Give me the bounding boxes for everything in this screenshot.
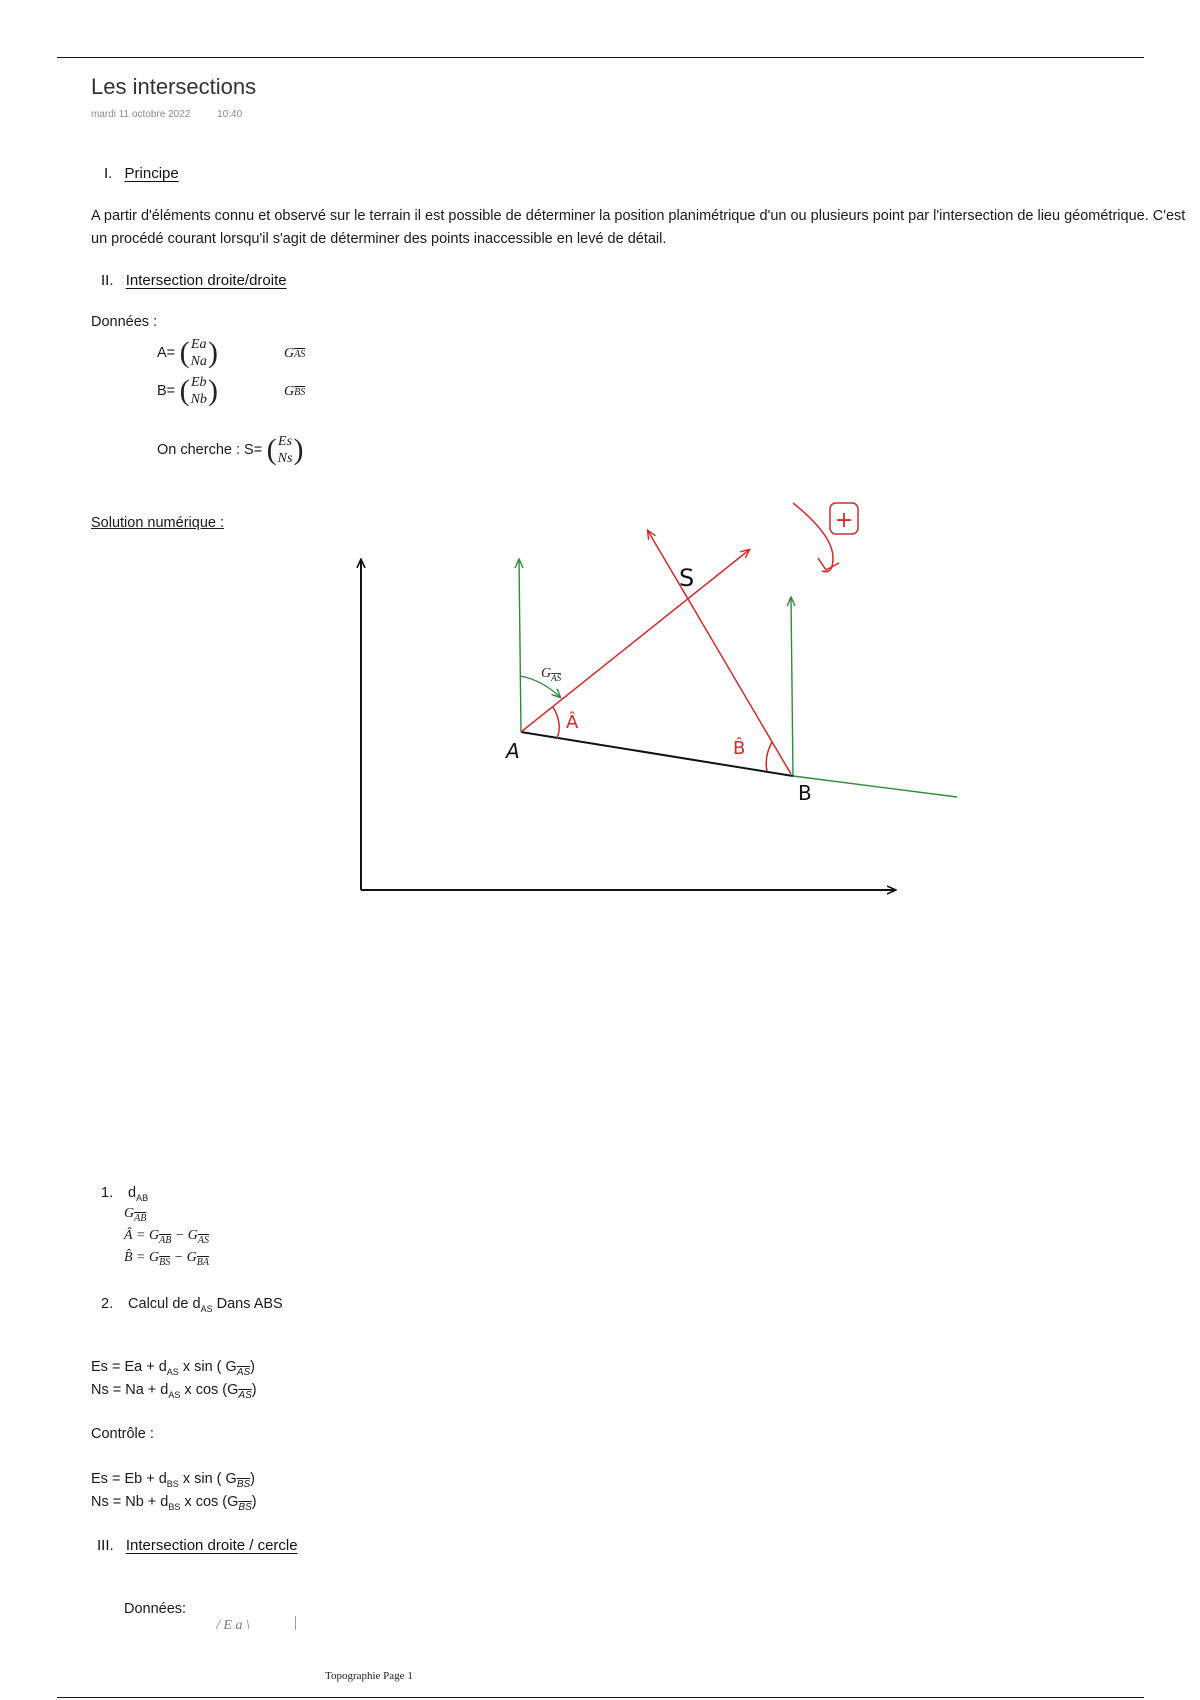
solution-label: Solution numérique : [91, 515, 224, 531]
page-time: 10:40 [217, 109, 243, 120]
label-gas: $G_{AS}$ [541, 666, 562, 683]
section-3-title: Intersection droite / cercle [125, 1537, 298, 1554]
label-plus: + [834, 508, 854, 533]
step-2-number: 2. [101, 1296, 114, 1312]
bottom-rule [57, 1697, 1144, 1698]
rotation-arrow [793, 503, 833, 572]
step-1-line-1: $d_{AB}$ [128, 1185, 149, 1203]
label-a: A [506, 739, 520, 763]
formula-ns-1: $Ns = Na + d_{AS}$ x $\cos (G_{\overline{AS}})$ [91, 1382, 257, 1401]
text-cursor-mark [295, 1616, 296, 1630]
point-a-label: A= [157, 345, 176, 362]
formula-es-2: $Es = Eb + d_{BS}$ x sin ( $G_{\overline{BS}}$) [91, 1471, 255, 1490]
formula-es-1: $Es = Ea + d_{AS}$ x sin ( $G_{\overline{AS}}$) [91, 1359, 255, 1378]
step-1-number: 1. [101, 1185, 114, 1201]
angle-arc-b [766, 742, 772, 771]
point-b-label: B= [157, 383, 176, 400]
label-angle-a: Â [566, 712, 579, 733]
point-b-vector: ( Eb Nb ) [179, 374, 218, 407]
section-2-title: Intersection droite/droite [125, 272, 287, 289]
controle-label: Contrôle : [91, 1426, 154, 1442]
extension-line-b [793, 776, 957, 797]
formula-ns-2: $Ns = Nb + d_{BS}$ x $\cos (G_{\overline{BS}})$ [91, 1494, 257, 1513]
label-b: B [798, 781, 812, 805]
point-a-n: Na [190, 354, 207, 369]
point-a-vector: ( Ea Na ) [179, 336, 218, 369]
label-s: S [679, 564, 695, 592]
section-1-paragraph: A partir d'éléments connu et observé sur le terrain il est possible de déterminer la position planimétrique d'un ou plusieurs point par l'intersection de lieu géométrique. C'est un procédé courant lorsqu'il s'agit de déterminer des points inaccessible en levé de détail. [91, 208, 1186, 247]
north-line-b [791, 598, 793, 776]
section-3-donnees-label: Données: [124, 1601, 187, 1617]
point-s-e: Es [278, 434, 293, 449]
section-1-title: Principe [124, 165, 179, 182]
point-s-vector: ( Es Ns ) [266, 433, 304, 466]
point-s-n: Ns [277, 451, 293, 466]
page-title: Les intersections [91, 74, 257, 99]
point-b-n: Nb [190, 392, 207, 407]
section-3-number: III. [97, 1537, 114, 1554]
section-3-partial-vector: / E a \ [216, 1618, 250, 1630]
step-1-line-3: Â = $G_{\overline{AB}} - G_{\overline{AS}}$ [124, 1228, 209, 1246]
step-1 [101, 1183, 148, 1208]
sight-line-a [521, 550, 749, 732]
section-2-number: II. [101, 272, 114, 289]
gisement-as: $G\overline{AS}$ [284, 346, 306, 361]
point-a-e: Ea [190, 337, 207, 352]
baseline-ab [521, 732, 793, 776]
step-1-line-4: B̂ = $G_{\overline{BS}} - G_{\overline{BA}}$ [124, 1250, 209, 1268]
angle-arc-a [553, 707, 559, 738]
section-3-heading [97, 1537, 298, 1554]
page-date: mardi 11 octobre 2022 [91, 109, 191, 120]
section-1-number: I. [104, 165, 113, 182]
rotation-arrow-head [818, 558, 839, 570]
on-cherche-label: On cherche : S= [157, 442, 263, 459]
label-angle-b: B̂ [733, 738, 746, 759]
step-2: 2. Calcul de $d_{AS}$ Dans ABS [101, 1296, 283, 1314]
gisement-bs: $G\overline{BS}$ [284, 384, 306, 399]
sight-line-b [648, 531, 791, 774]
north-line-a [519, 560, 521, 732]
point-b-e: Eb [190, 375, 207, 390]
step-1-line-2: $G_{\overline{AB}}$ [124, 1206, 147, 1224]
donnees-label: Données : [91, 314, 158, 330]
